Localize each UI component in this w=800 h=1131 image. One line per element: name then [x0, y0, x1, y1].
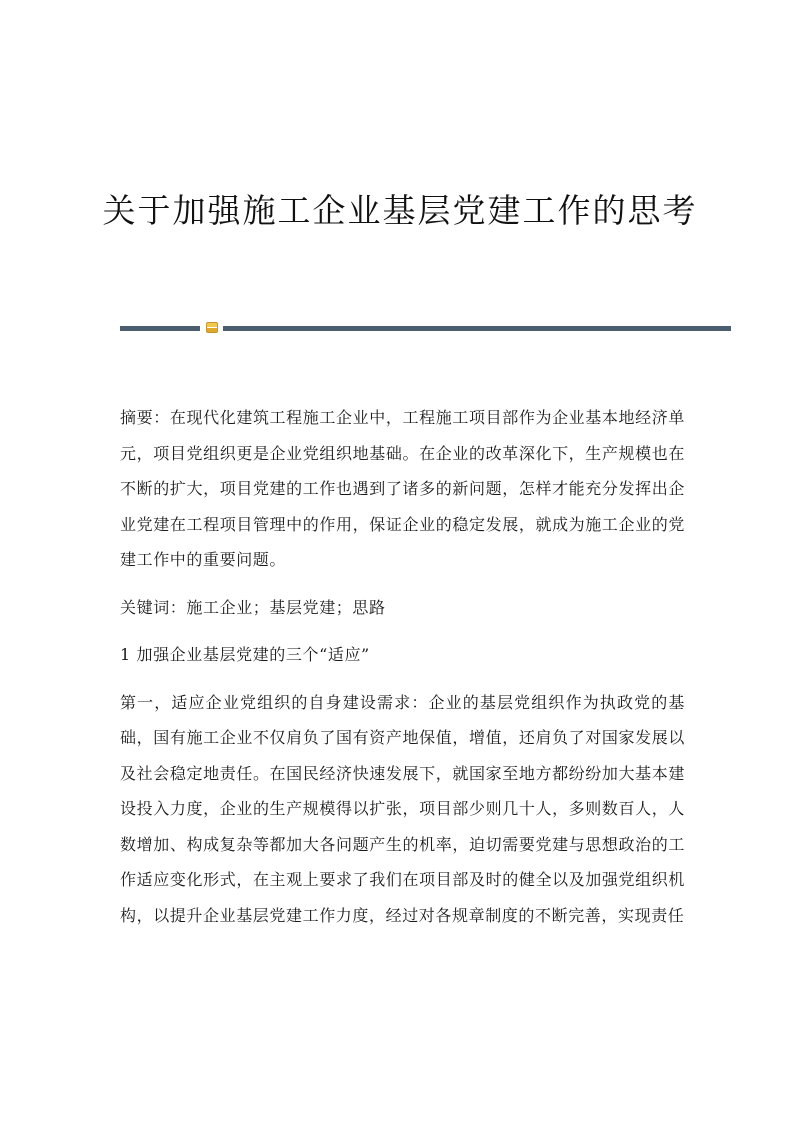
article-body — [120, 400, 685, 933]
divider-bar-left — [120, 326, 200, 331]
title-divider — [120, 320, 731, 336]
body-paragraph: 第一，适应企业党组织的自身建设需求：企业的基层党组织作为执政党的基础，国有施工企业不仅肩负了国有资产地保值，增值，还肩负了对国家发展以及社会稳定地责任。在国民经济快速发展下，就国家至地方都纷纷加大基本建设投入力度，企业的生产规模得以扩张，项目部少则几十人，多则数百人，人数增加、构成复杂等都加大各问题产生的机率，迫切需要党建与思想政治的工作适应变化形式，在主观上要求了我们在项目部及时的健全以及加强党组织机构，以提升企业基层党建工作力度，经过对各规章制度的不断完善，实现责任 — [120, 692, 685, 925]
abstract-paragraph: 摘要：在现代化建筑工程施工企业中，工程施工项目部作为企业基本地经济单元，项目党组织更是企业党组织地基础。在企业的改革深化下，生产规模也在不断的扩大，项目党建的工作也遇到了诸多的新问题，怎样才能充分发挥出企业党建在工程项目管理中的作用，保证企业的稳定发展，就成为施工企业的党建工作中的重要问题。 — [120, 408, 685, 569]
page-title: 关于加强施工企业基层党建工作的思考 — [102, 191, 698, 230]
ribbon-badge-icon — [206, 322, 218, 333]
keywords-line: 关键词：施工企业；基层党建；思路 — [120, 597, 386, 617]
section-heading: 1 加强企业基层党建的三个“适应” — [120, 645, 370, 664]
divider-bar-right — [223, 326, 731, 331]
